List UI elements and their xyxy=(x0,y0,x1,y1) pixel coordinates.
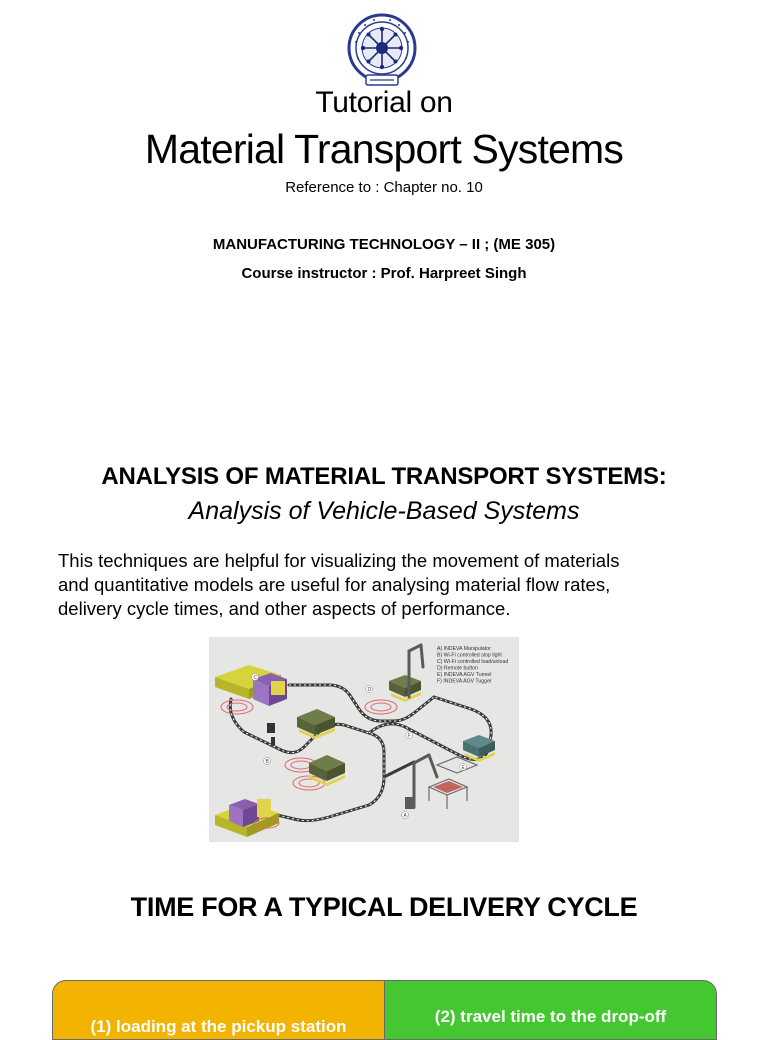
body-line: delivery cycle times, and other aspects of performance. xyxy=(58,598,511,619)
svg-text:F: F xyxy=(407,733,411,739)
svg-text:B: B xyxy=(265,759,269,765)
body-line: This techniques are helpful for visualizing the movement of materials xyxy=(58,550,620,571)
agv-system-illustration xyxy=(209,637,519,842)
loading-step-text: (1) loading at the pickup station xyxy=(90,1017,347,1036)
title-slide xyxy=(0,0,768,430)
svg-text:A) INDEVA Manipulator: A) INDEVA Manipulator xyxy=(437,646,491,652)
chapter-reference: Reference to : Chapter no. 10 xyxy=(285,179,483,196)
svg-text:F) INDEVA AGV Tugger: F) INDEVA AGV Tugger xyxy=(437,678,492,685)
slide-subtitle: Tutorial on xyxy=(315,86,453,119)
delivery-cycle-title: TIME FOR A TYPICAL DELIVERY CYCLE xyxy=(130,892,638,922)
svg-text:E: E xyxy=(461,765,465,771)
travel-step-text: (2) travel time to the drop-off xyxy=(434,1007,667,1026)
slide-title: Material Transport Systems xyxy=(144,126,624,172)
section-heading: ANALYSIS OF MATERIAL TRANSPORT SYSTEMS: xyxy=(101,463,667,490)
svg-text:C) Wi-Fi controlled load/unloa: C) Wi-Fi controlled load/unload xyxy=(437,659,509,665)
course-instructor: Course instructor : Prof. Harpreet Singh xyxy=(241,265,527,282)
iit-emblem-icon xyxy=(346,12,418,88)
body-line: and quantitative models are useful for analysing material flow rates, xyxy=(58,574,611,595)
svg-text:C: C xyxy=(253,675,258,681)
svg-text:D: D xyxy=(367,687,372,693)
svg-text:D) Remote button: D) Remote button xyxy=(437,665,478,672)
course-name: MANUFACTURING TECHNOLOGY – II ; (ME 305) xyxy=(212,236,556,253)
loading-step-box xyxy=(52,980,385,1040)
travel-step-box xyxy=(384,980,717,1040)
section-subheading: Analysis of Vehicle-Based Systems xyxy=(188,497,580,525)
svg-text:E) INDEVA AGV Tunnel: E) INDEVA AGV Tunnel xyxy=(437,672,492,678)
analysis-slide xyxy=(0,430,768,1036)
svg-text:A: A xyxy=(403,813,407,819)
body-paragraph xyxy=(58,549,718,621)
svg-text:B) Wi-Fi controlled stop light: B) Wi-Fi controlled stop light xyxy=(437,652,502,659)
